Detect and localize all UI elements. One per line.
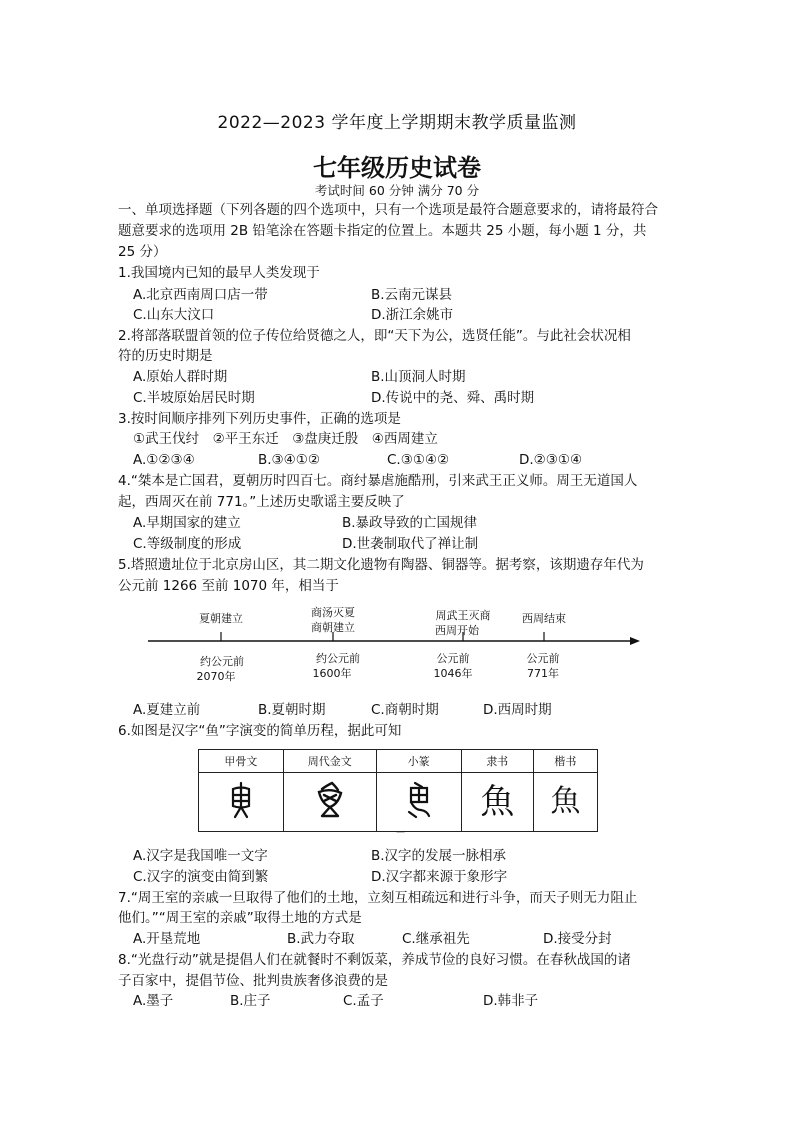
q8-option-a: A.墨子 — [133, 993, 174, 1009]
q3-option-a: A.①②③④ — [133, 452, 195, 468]
q3-events: ①武王伐纣 ②平王东迁 ③盘庚迁殷 ④西周建立 — [133, 431, 438, 447]
q2-option-c: C.半坡原始居民时期 — [133, 390, 255, 406]
table-header-jiaguwen: 甲骨文 — [199, 750, 284, 773]
q1-option-a: A.北京西南周口店一带 — [133, 287, 268, 303]
small-seal-fish-icon — [399, 780, 439, 820]
q5-option-d: D.西周时期 — [483, 702, 552, 718]
q1-option-c: C.山东大汶口 — [133, 307, 215, 323]
table-header-xiaozhuan: 小篆 — [376, 750, 461, 773]
q6-option-b: B.汉字的发展一脉相承 — [371, 848, 507, 864]
q6-character-evolution-table — [198, 749, 598, 832]
q5-option-a: A.夏建立前 — [133, 702, 201, 718]
q7-stem-line1: 7.“周王室的亲戚一旦取得了他们的土地，立刻互相疏远和进行斗争，而天子则无力阻止 — [118, 890, 638, 906]
q4-option-d: D.世袭制取代了禅让制 — [342, 536, 479, 552]
timeline-event-1: 夏朝建立 — [199, 612, 243, 625]
q6-option-d: D.汉字都来源于象形字 — [371, 869, 508, 885]
q2-stem-line1: 2.将部落联盟首领的位子传位给贤德之人，即“天下为公，选贤任能”。与此社会状况相 — [118, 328, 631, 344]
bronze-inscription-fish-icon — [310, 780, 350, 820]
exam-title: 七年级历史试卷 — [313, 153, 481, 182]
bronze-inscription-fish-glyph — [283, 773, 376, 832]
q7-option-c: C.继承祖先 — [402, 931, 470, 947]
table-header-lishu: 隶书 — [461, 750, 533, 773]
clerical-script-fish-glyph — [461, 773, 533, 832]
q5-option-c: C.商朝时期 — [371, 702, 439, 718]
q8-option-d: D.韩非子 — [483, 993, 539, 1009]
q2-option-b: B.山顶洞人时期 — [371, 369, 466, 385]
q7-stem-line2: 他们。”“周王室的亲戚”取得土地的方式是 — [118, 910, 362, 926]
timeline-date-1-line2: 2070年 — [196, 670, 236, 683]
oracle-bone-fish-icon — [221, 780, 261, 820]
q3-stem: 3.按时间顺序排列下列历史事件，正确的选项是 — [118, 411, 401, 427]
q2-option-d: D.传说中的尧、舜、禹时期 — [371, 390, 535, 406]
timeline-date-2-line1: 约公元前 — [316, 652, 360, 665]
q7-option-b: B.武力夺取 — [287, 931, 355, 947]
timeline-date-4-line2: 771年 — [527, 667, 559, 680]
table-header-kaishu: 楷书 — [533, 750, 597, 773]
timeline-arrow-icon — [630, 637, 640, 645]
timeline-event-2-line1: 商汤灭夏 — [311, 606, 355, 619]
q5-stem-line1: 5.塔照遗址位于北京房山区，其二期文化遗物有陶器、铜器等。据考察，该期遗存年代为 — [118, 557, 644, 573]
clerical-fish-character: 魚 — [480, 782, 515, 822]
q4-option-b: B.暴政导致的亡国规律 — [342, 515, 478, 531]
q4-option-a: A.早期国家的建立 — [133, 515, 241, 531]
section-instructions-line2: 题意要求的选项用 2B 铅笔涂在答题卡指定的位置上。本题共 25 小题，每小题 1 分，共 — [118, 223, 647, 239]
q3-option-d: D.②③①④ — [519, 452, 583, 468]
q1-option-b: B.云南元谋县 — [371, 287, 453, 303]
timeline-event-3-line2: 西周开始 — [435, 624, 479, 637]
timeline-date-3-line1: 公元前 — [436, 652, 470, 665]
page-mark: 一 — [396, 829, 406, 839]
q1-option-d: D.浙江余姚市 — [371, 307, 454, 323]
timeline-event-2-line2: 商朝建立 — [311, 621, 355, 634]
exam-term-title: 2022—2023 学年度上学期期末教学质量监测 — [217, 113, 577, 133]
timeline-date-1-line1: 约公元前 — [200, 655, 244, 668]
q6-option-c: C.汉字的演变由简到繁 — [133, 869, 269, 885]
q8-option-c: C.孟子 — [343, 993, 384, 1009]
q6-option-a: A.汉字是我国唯一文字 — [133, 848, 268, 864]
q5-option-b: B.夏朝时期 — [258, 702, 326, 718]
q4-option-c: C.等级制度的形成 — [133, 536, 242, 552]
timeline-date-4-line1: 公元前 — [526, 652, 560, 665]
q5-timeline — [118, 603, 658, 693]
exam-info: 考试时间 60 分钟 满分 70 分 — [314, 183, 480, 198]
q7-option-a: A.开垦荒地 — [133, 931, 201, 947]
table-header-jinwen: 周代金文 — [283, 750, 376, 773]
section-instructions-line3: 25 分） — [118, 244, 167, 260]
q8-option-b: B.庄子 — [230, 993, 271, 1009]
regular-fish-character: 魚 — [550, 784, 581, 819]
q7-option-d: D.接受分封 — [543, 931, 612, 947]
small-seal-fish-glyph — [376, 773, 461, 832]
q5-stem-line2: 公元前 1266 至前 1070 年，相当于 — [118, 578, 339, 594]
q3-option-c: C.③①④② — [387, 452, 450, 468]
q6-stem: 6.如图是汉字“鱼”字演变的简单历程，据此可知 — [118, 723, 402, 739]
q2-stem-line2: 符的历史时期是 — [118, 348, 213, 364]
timeline-event-3-line1: 周武王灭商 — [435, 609, 491, 622]
timeline-date-2-line2: 1600年 — [312, 667, 352, 680]
timeline-event-4: 西周结束 — [522, 612, 566, 625]
q2-option-a: A.原始人群时期 — [133, 369, 228, 385]
timeline-date-3-line2: 1046年 — [433, 667, 473, 680]
q8-stem-line2: 子百家中，提倡节俭、批判贵族奢侈浪费的是 — [118, 973, 388, 989]
q1-stem: 1.我国境内已知的最早人类发现于 — [118, 265, 320, 281]
q8-stem-line1: 8.“光盘行动”就是提倡人们在就餐时不剩饭菜，养成节俭的良好习惯。在春秋战国的诸 — [118, 952, 631, 968]
q3-option-b: B.③④①② — [258, 452, 320, 468]
oracle-bone-fish-glyph — [199, 773, 284, 832]
section-instructions-line1: 一、单项选择题（下列各题的四个选项中，只有一个选项是最符合题意要求的，请将最符合 — [118, 202, 658, 218]
q4-stem-line1: 4.“桀本是亡国君，夏朝历时四百七。商纣暴虐施酷刑，引来武王正义师。周王无道国人 — [118, 473, 638, 489]
q4-stem-line2: 起，西周灭在前 771。”上述历史歌谣主要反映了 — [118, 494, 405, 510]
regular-script-fish-glyph — [533, 773, 597, 832]
